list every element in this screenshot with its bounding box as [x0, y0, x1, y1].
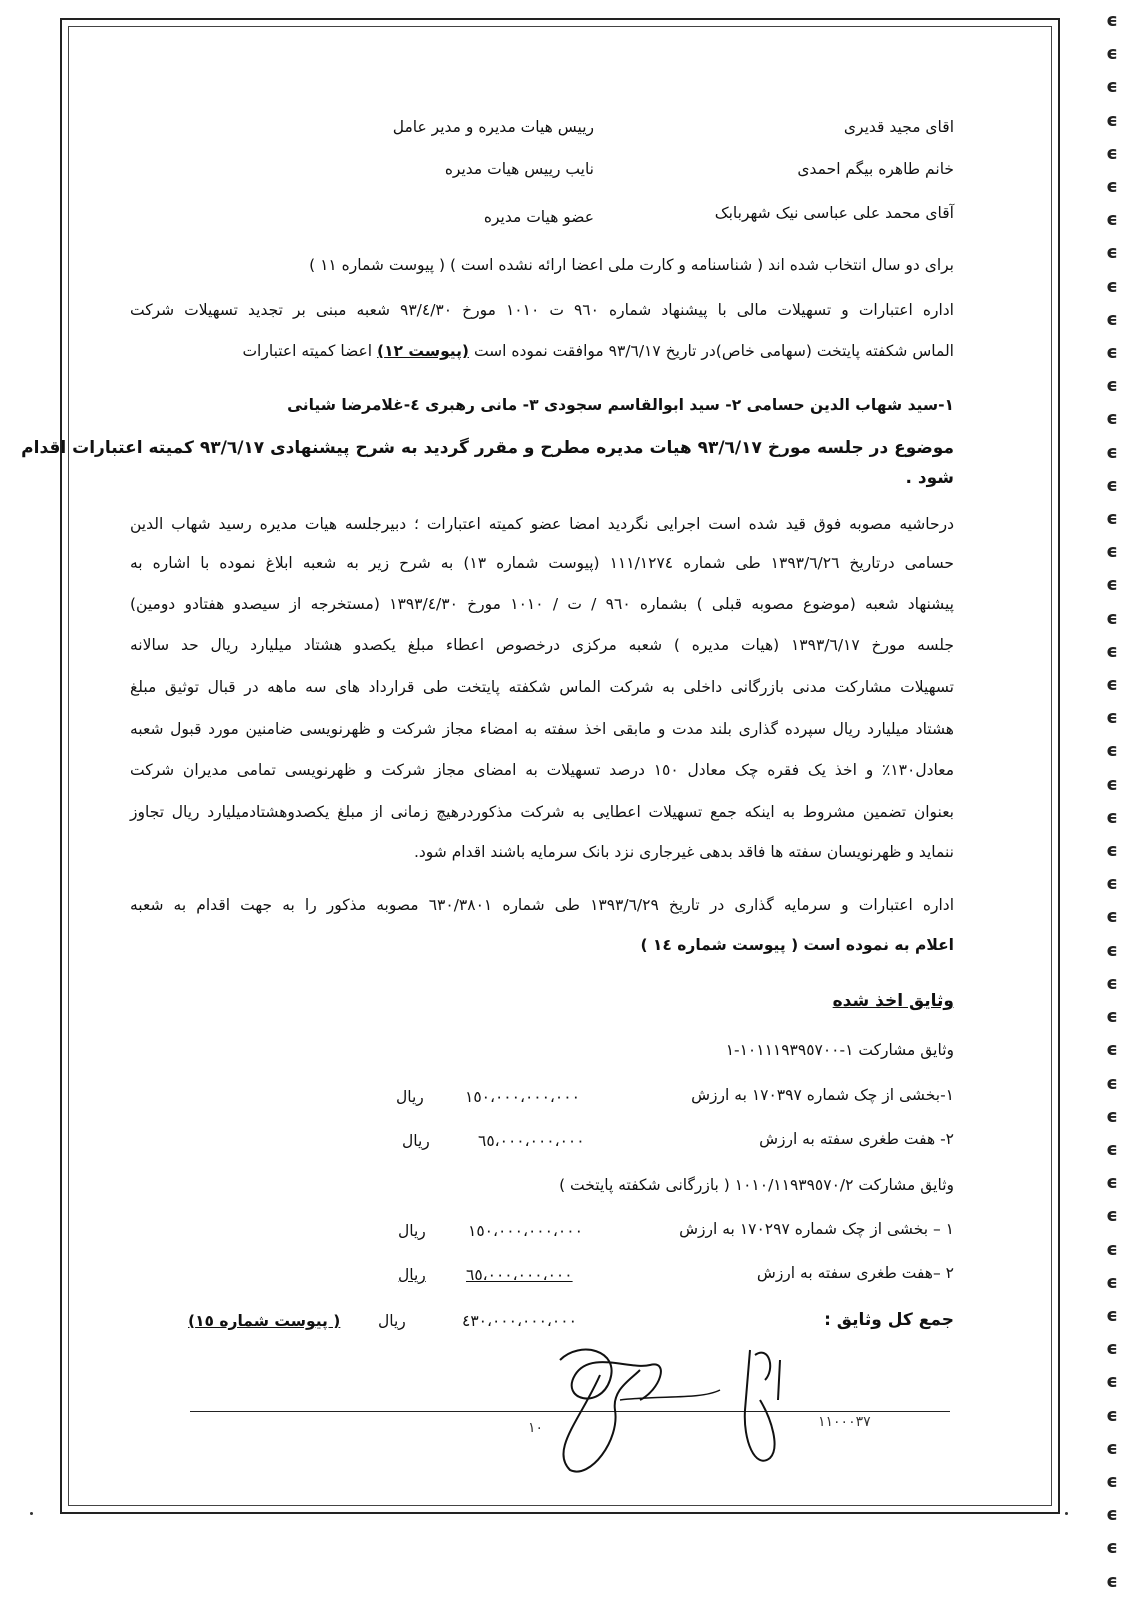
body-line: پیشنهاد شعبه (موضوع مصوبه قبلی ) بشماره ٩٦٠ / ت / ١٠١٠ مورخ ١٣٩٣/٤/٣٠ (مستخرجه از سیصدو هفتادو دومین)	[130, 595, 954, 613]
board-member-role: نایب رییس هیات مدیره	[444, 160, 594, 178]
body-line: جلسه مورخ ١٣٩٣/٦/١٧ (هیات مدیره ) شعبه مرکزی درخصوص اعطاء مبلغ یکصدو هشتاد میلیارد ریال حد سالانه	[130, 636, 954, 654]
body-line: هشتاد میلیارد ریال سپرده گذاری بلند مدت و مابقی اخذ سفته به امضاء مجاز شرکت و ظهرنویسی ضامنین مورد قبول شعبه	[130, 720, 954, 738]
subject-line: موضوع در جلسه مورخ ٩٣/٦/١٧ هیات مدیره مطرح و مقرر گردید به شرح پیشنهادی ٩٣/٦/١٧ کمیته اعتبارات اقدام	[21, 438, 954, 458]
body-line: ننماید و ظهرنویسان سفته ها فاقد بدهی غیرجاری نزد بانک سرمایه باشند اقدام شود.	[413, 843, 954, 861]
board-member-role: رییس هیات مدیره و مدیر عامل	[392, 118, 594, 136]
collateral-item-unit: ریال	[402, 1132, 430, 1150]
body-line: الماس شکفته پایتخت (سهامی خاص)در تاریخ ٩٣/٦/١٧ موافقت نموده است (پیوست ١٢) اعضا کمیته اعتبارات	[242, 342, 954, 360]
body-line: درحاشیه مصوبه فوق قید شده است اجرایی نگردید امضا عضو کمیته اعتبارات ؛ دبیرجلسه هیات مدیره رسید شهاب الدین	[130, 515, 954, 533]
collateral-total-unit: ریال	[378, 1312, 406, 1330]
collateral-item-unit: ریال	[398, 1222, 426, 1240]
collateral-item-amount: ١٥٠،٠٠٠،٠٠٠،٠٠٠	[468, 1222, 583, 1240]
body-line: تسهیلات مشارکت مدنی بازرگانی داخلی به شرکت الماس شکفته پایتخت طی قرارداد های سه ماهه در قبال توثیق مبلغ	[130, 678, 954, 696]
body-line: اداره اعتبارات و سرمایه گذاری در تاریخ ١٣٩٣/٦/٢٩ طی شماره ٦٣٠/٣٨٠١ مصوبه مذکور را به جهت اقدام به شعبه	[130, 896, 954, 914]
scan-speck	[30, 1512, 33, 1515]
collateral-item-unit: ریال	[398, 1266, 426, 1284]
board-member-role: عضو هیات مدیره	[483, 208, 594, 226]
collateral-item-amount: ١٥٠،٠٠٠،٠٠٠،٠٠٠	[465, 1088, 580, 1106]
board-member-name: آقای محمد علی عباسی نیک شهربابک	[714, 204, 954, 222]
attachment-ref: (پیوست ١٢)	[377, 342, 470, 360]
subject-line: شود .	[905, 468, 954, 488]
stamp-number: ١١٠٠٠٣٧	[818, 1414, 871, 1430]
collateral-item-label: ٢- هفت طغری سفته به ارزش	[759, 1130, 954, 1148]
collateral-item-label: ٢ –هفت طغری سفته به ارزش	[756, 1264, 954, 1282]
body-line: معادل١٣٠٪ و اخذ یک فقره چک معادل ١٥٠ درصد تسهیلات به امضای مجاز شرکت و ظهرنویسی تمامی مدیران شرکت	[130, 761, 954, 779]
collateral-item-unit: ریال	[396, 1088, 424, 1106]
body-line: اداره اعتبارات و تسهیلات مالی با پیشنهاد شماره ٩٦٠ ت ١٠١٠ مورخ ٩٣/٤/٣٠ شعبه مبنی بر تجدید تسهیلات شرکت	[130, 301, 954, 319]
election-note: برای دو سال انتخاب شده اند ( شناسنامه و کارت ملی اعضا ارائه نشده است ) ( پیوست شماره ١١ )	[309, 256, 954, 274]
binding-edge-marks: ϵ ϵ ϵ ϵ ϵ ϵ ϵ ϵ ϵ ϵ ϵ ϵ ϵ ϵ ϵ ϵ ϵ ϵ ϵ ϵ ϵ ϵ ϵ ϵ ϵ ϵ ϵ ϵ ϵ ϵ ϵ ϵ ϵ ϵ ϵ ϵ ϵ ϵ ϵ ϵ ϵ ϵ ϵ ϵ ϵ ϵ ϵ ϵ	[1106, 10, 1118, 1592]
collateral-total-amount: ٤٣٠،٠٠٠،٠٠٠،٠٠٠	[462, 1312, 577, 1330]
board-member-name: اقای مجید قدیری	[843, 118, 954, 136]
collateral-heading: وثایق اخذ شده	[832, 991, 954, 1011]
body-line: اعلام به نموده است ( پیوست شماره ١٤ )	[640, 936, 954, 954]
collateral-item-label: ١-بخشی از چک شماره ١٧٠٣٩٧ به ارزش	[691, 1086, 954, 1104]
collateral-item-amount: ٦٥،٠٠٠،٠٠٠،٠٠٠	[466, 1266, 573, 1284]
body-line: بعنوان تضمین مشروط به اینکه جمع تسهیلات اعطایی به شرکت مذکوردرهیچ زمانی از مبلغ یکصدوهشتادمیلیارد ریال تجاوز	[130, 803, 954, 821]
scan-speck	[1065, 1512, 1068, 1515]
collateral-group-title: وثایق مشارکت ١-١٠١١١٩٣٩٥٧٠٠-١	[725, 1041, 954, 1059]
collateral-item-amount: ٦٥،٠٠٠،٠٠٠،٠٠٠	[478, 1132, 585, 1150]
board-member-name: خانم طاهره بیگم احمدی	[797, 160, 954, 178]
page-number: ١٠	[528, 1420, 544, 1436]
collateral-item-label: ١ – بخشی از چک شماره ١٧٠٢٩٧ به ارزش	[679, 1220, 954, 1238]
collateral-group-title: وثایق مشارکت ١٠١٠/١١٩٣٩٥٧٠/٢ ( بازرگانی شکفته پایتخت )	[559, 1176, 954, 1194]
body-line: حسامی درتاریخ ١٣٩٣/٦/٢٦ طی شماره ١١١/١٢٧٤ (پیوست شماره ١٣) به شرح زیر به شعبه ابلاغ نموده با اشاره به	[130, 554, 954, 572]
committee-members: ١-سید شهاب الدین حسامی ٢- سید ابوالقاسم سجودی ٣- مانی رهبری ٤-غلامرضا شیانی	[287, 396, 954, 414]
collateral-total-label: جمع کل وثایق :	[824, 1310, 954, 1330]
handwritten-signature	[540, 1340, 900, 1480]
collateral-total-reference: ( پیوست شماره ١٥)	[188, 1312, 341, 1330]
